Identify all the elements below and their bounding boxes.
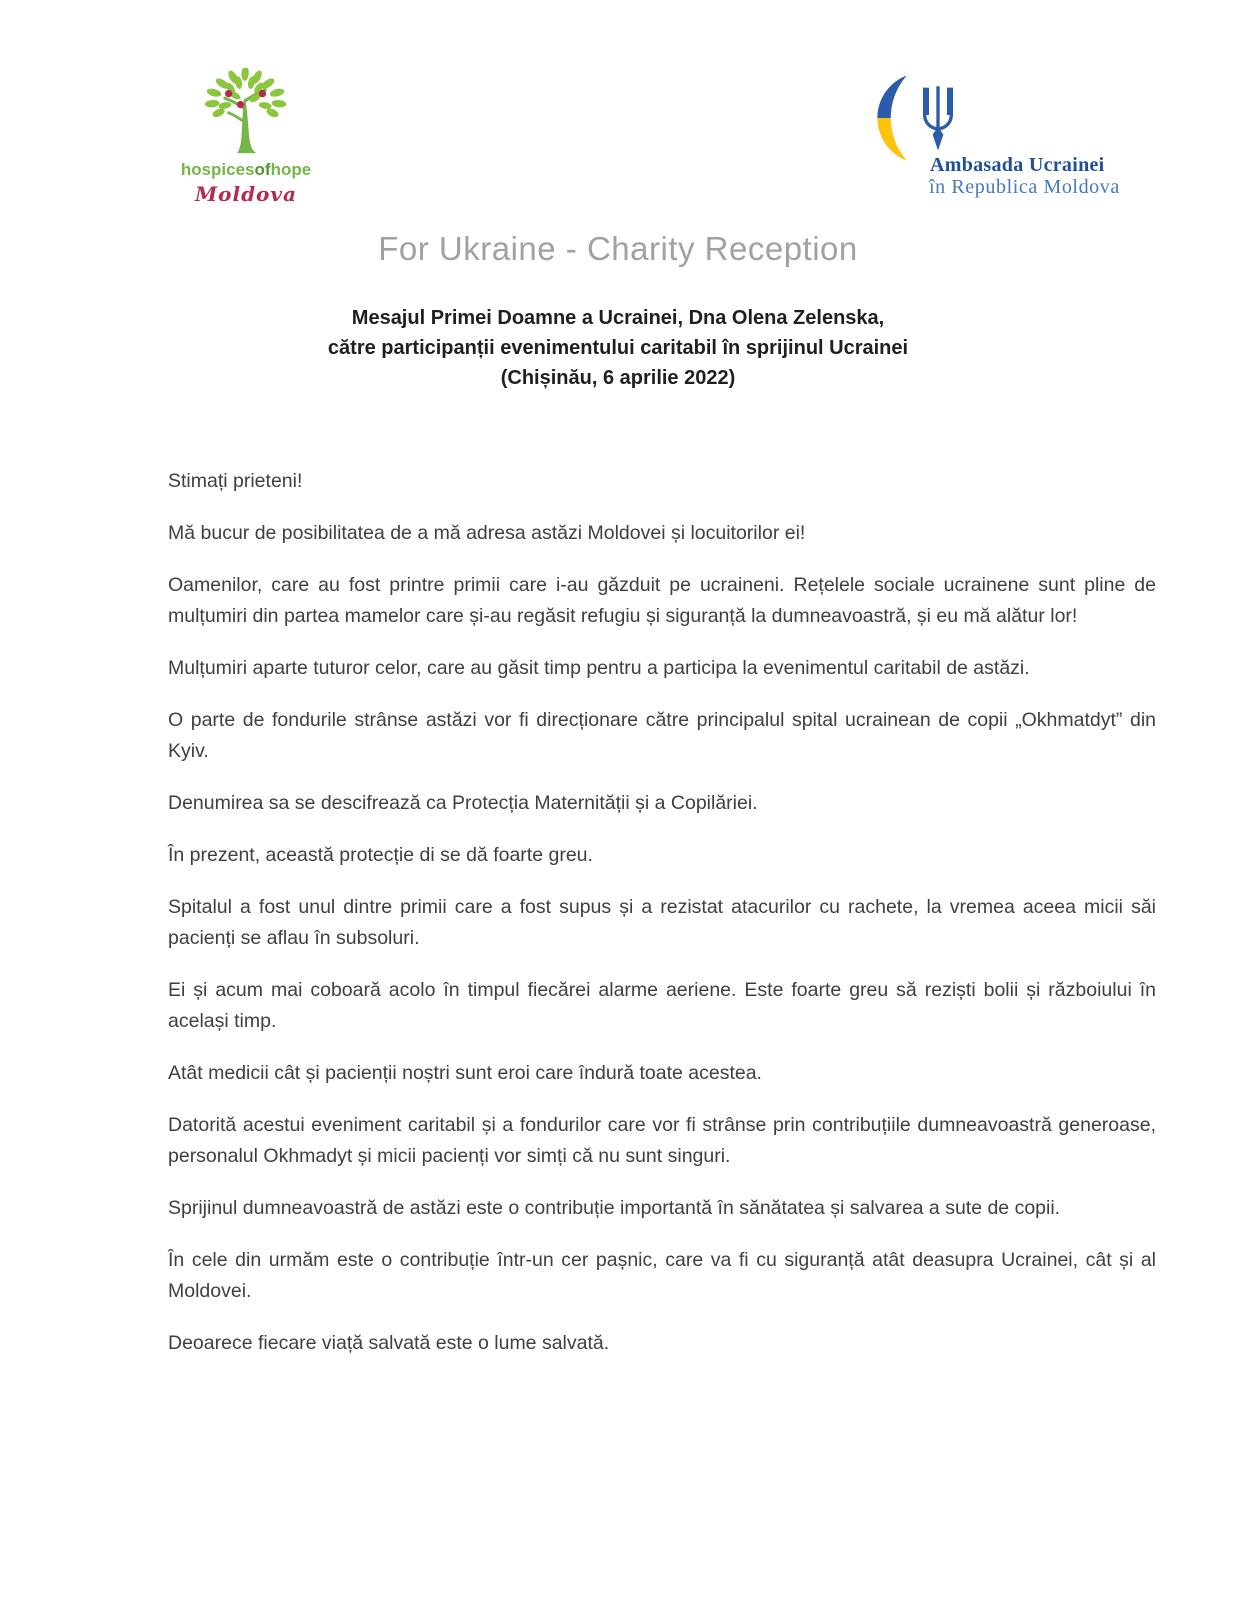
subtitle-line-1: Mesajul Primei Doamne a Ucrainei, Dna Olena Zelenska, (351, 307, 885, 329)
tree-icon (200, 68, 292, 154)
trident-icon (918, 86, 958, 154)
paragraph: Ei și acum mai coboară acolo în timpul fiecărei alarme aeriene. Este foarte greu să reziști bolii și războiului în același timp. (168, 979, 1156, 1032)
paragraph: O parte de fondurile strânse astăzi vor fi direcționare către principalul spital ucrainean de copii „Okhmatdyt” din Kyiv. (168, 709, 1156, 762)
hospices-wordmark (168, 160, 324, 180)
subtitle-line-3: (Chișinău, 6 aprilie 2022) (500, 367, 736, 389)
paragraph: Mă bucur de posibilitatea de a mă adresa astăzi Moldovei și locuitorilor ei! (168, 522, 806, 544)
paragraph: Oamenilor, care au fost printre primii care i-au găzduit pe ucraineni. Rețelele sociale ucrainene sunt pline de mulțumiri din partea mamelor care și-au regăsit refugiu și siguranță la dumneavoastră, și eu mă alătur lor! (168, 574, 1156, 627)
ukraine-embassy-logo (872, 70, 1122, 200)
paragraph: Denumirea sa se descifrează ca Protecția Maternității și a Copilăriei. (168, 792, 758, 814)
paragraph: În cele din urmăm este o contribuție într-un cer pașnic, care va fi cu siguranță atât deasupra Ucrainei, cât și al Moldovei. (168, 1249, 1156, 1302)
letter-body (168, 466, 1156, 1380)
paragraph: Datorită acestui eveniment caritabil și a fondurilor care vor fi strânse prin contribuțiile dumneavoastră generoase, personalul Okhmadyt și micii pacienți vor simți că nu sunt singuri. (168, 1114, 1156, 1167)
moldova-script-label: Moldova (195, 182, 297, 206)
subtitle-line-2: către participanții evenimentului caritabil în sprijinul Ucrainei (327, 337, 909, 359)
of-word: of (254, 160, 271, 179)
hospices-of-hope-logo (168, 68, 324, 206)
paragraph: Mulțumiri aparte tuturor celor, care au găsit timp pentru a participa la evenimentul caritabil de astăzi. (168, 657, 1030, 679)
page-title: For Ukraine - Charity Reception (378, 230, 858, 267)
page-subtitle (0, 303, 1236, 393)
paragraph: Atât medicii cât și pacienții noștri sunt eroi care îndură toate acestea. (168, 1062, 762, 1084)
embassy-country: în Republica Moldova (929, 176, 1120, 198)
crescent-icon (872, 74, 918, 162)
paragraph: Sprijinul dumneavoastră de astăzi este o contribuție importantă în sănătatea și salvarea a sute de copii. (168, 1197, 1061, 1219)
paragraph: Deoarece fiecare viață salvată este o lume salvată. (168, 1332, 610, 1354)
hope-word: hope (270, 160, 312, 179)
paragraph: În prezent, această protecție di se dă foarte greu. (168, 844, 593, 866)
embassy-name: Ambasada Ucrainei (930, 154, 1105, 176)
paragraph: Stimați prieteni! (168, 470, 303, 492)
hospices-word: hospices (180, 160, 255, 179)
paragraph: Spitalul a fost unul dintre primii care a fost supus și a rezistat atacurilor cu rachete, la vremea aceea micii săi pacienți se aflau în subsoluri. (168, 896, 1156, 949)
